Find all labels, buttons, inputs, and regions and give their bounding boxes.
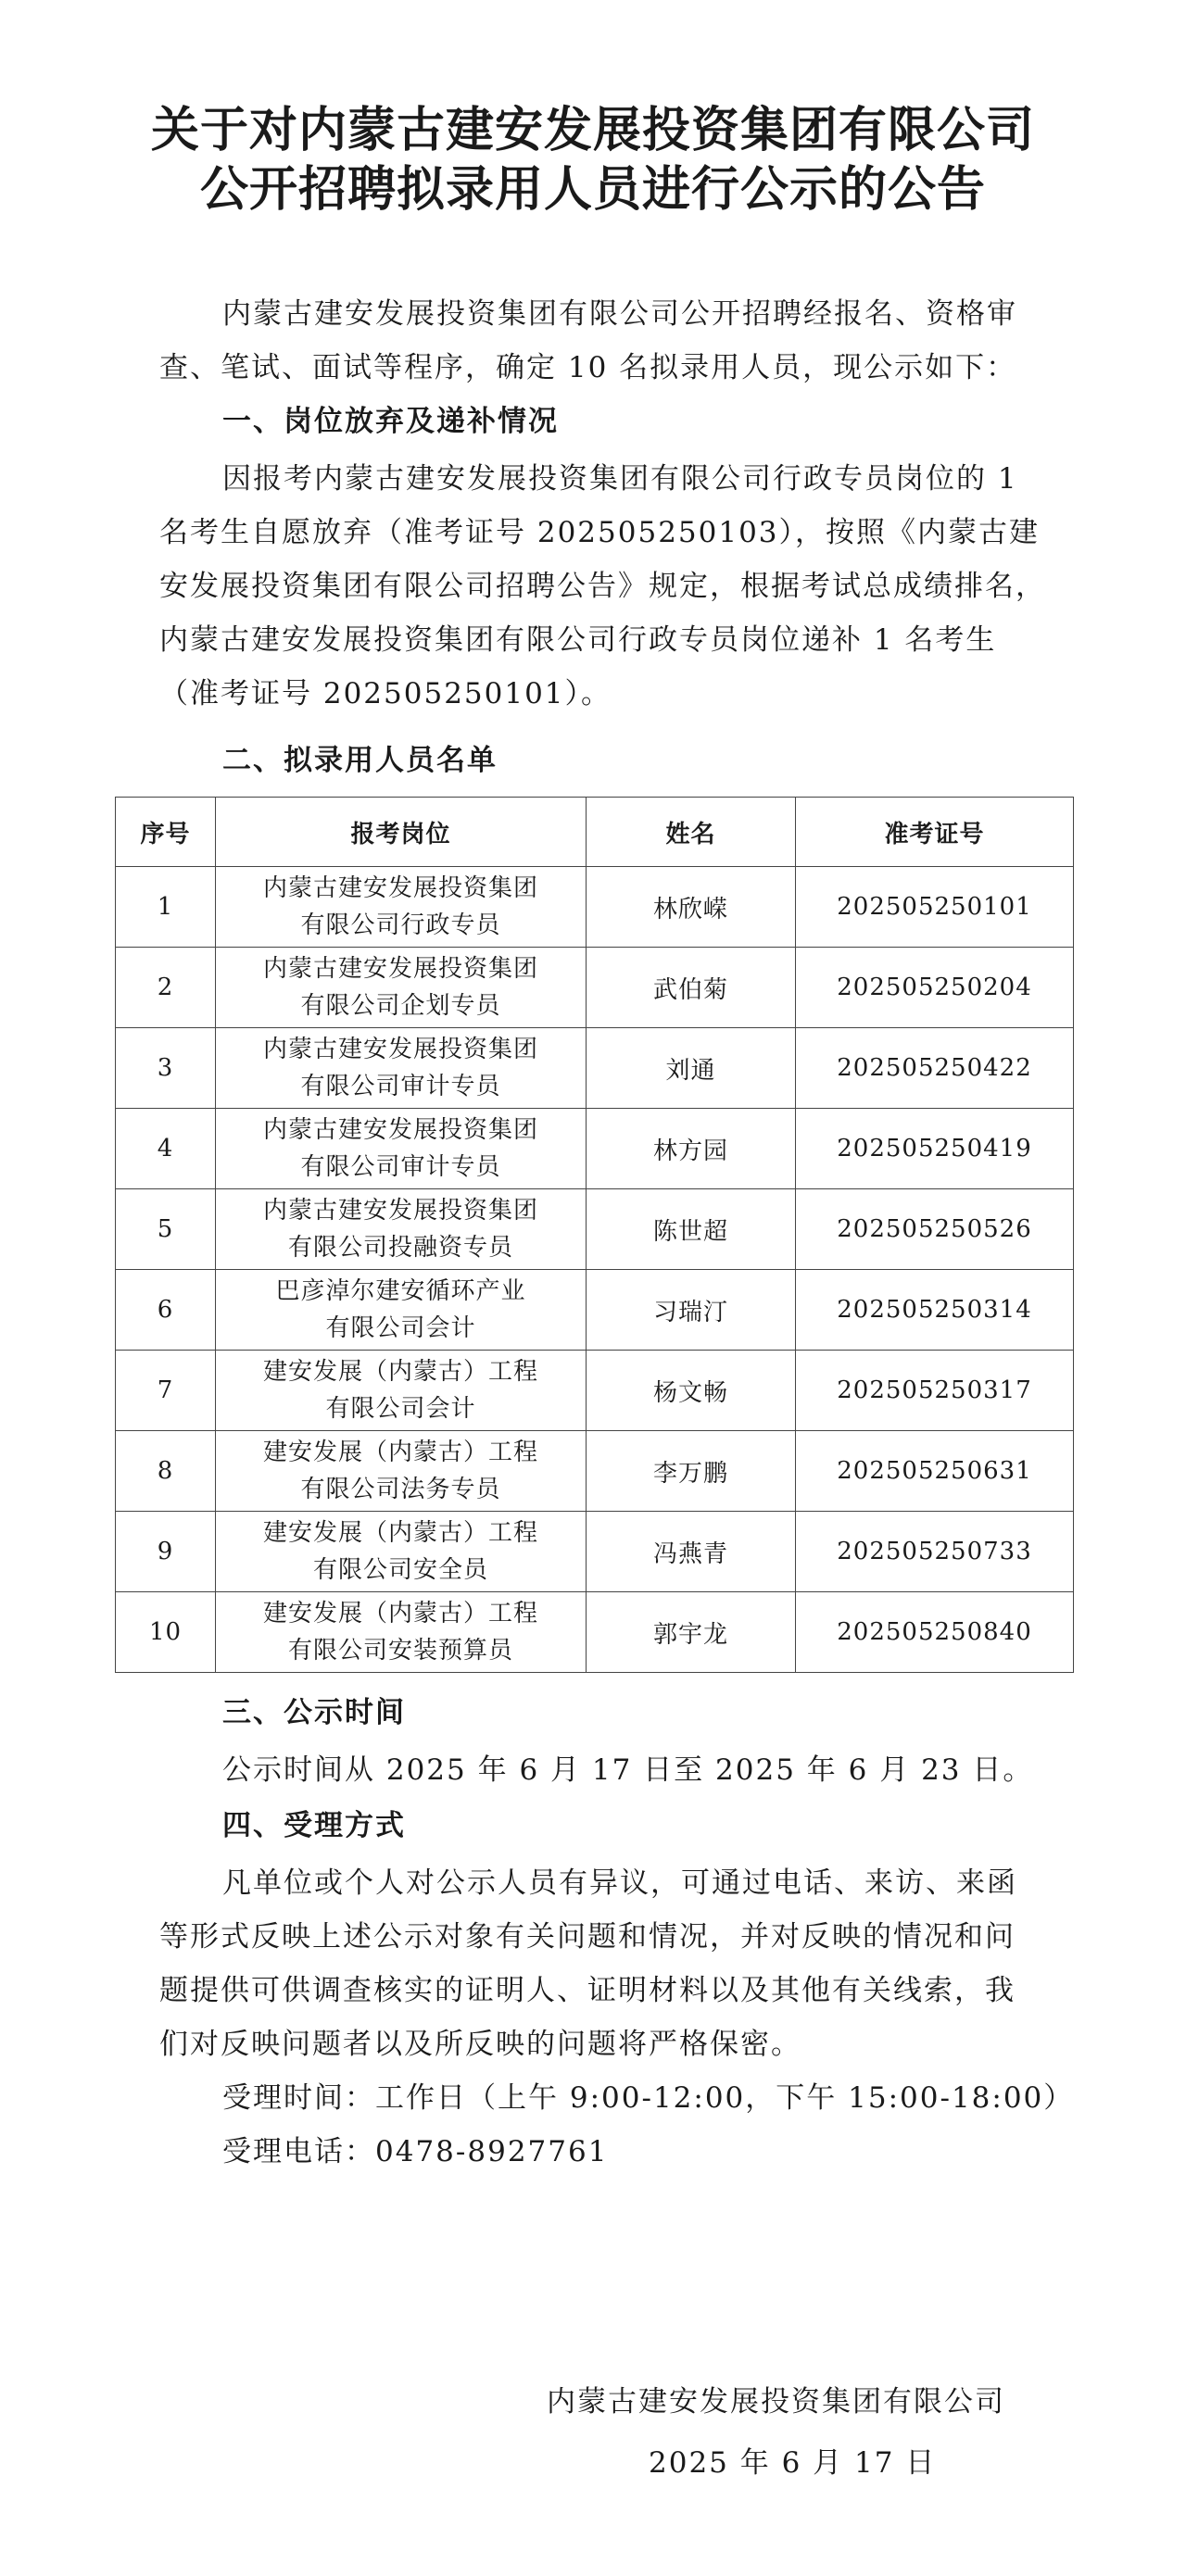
cell-name: 陈世超: [587, 1189, 796, 1270]
cell-position-line-1: 内蒙古建安发展投资集团: [262, 1197, 538, 1225]
title-line-1: 关于对内蒙古建安发展投资集团有限公司: [150, 102, 1035, 158]
cell-no: 6: [116, 1270, 216, 1351]
cell-no: 5: [116, 1189, 216, 1270]
cell-no: 10: [116, 1592, 216, 1673]
section4-phone: 受理电话：0478-8927761: [222, 2135, 609, 2168]
section4-line-1: 凡单位或个人对公示人员有异议，可通过电话、来访、来函: [222, 1866, 1017, 1900]
cell-position-line-2: 有限公司审计专员: [300, 1073, 501, 1100]
cell-name: 冯燕青: [587, 1512, 796, 1592]
cell-position-line-2: 有限公司法务专员: [300, 1476, 501, 1503]
signature-org: 内蒙古建安发展投资集团有限公司: [547, 2385, 1005, 2419]
cell-position-line-1: 巴彦淖尔建安循环产业: [275, 1277, 526, 1305]
cell-position-line-1: 内蒙古建安发展投资集团: [262, 1036, 538, 1063]
table-header-row: [116, 798, 1074, 867]
table-row: [116, 948, 1074, 1028]
section4-hours: 受理时间：工作日（上午 9:00-12:00，下午 15:00-18:00）: [222, 2081, 1075, 2115]
cell-position: [216, 1351, 587, 1431]
intro-paragraph: [159, 287, 1030, 395]
cell-exam-id: 202505250422: [796, 1028, 1074, 1109]
table-row: [116, 1512, 1074, 1592]
header-name: 姓名: [587, 798, 796, 867]
cell-position-line-2: 有限公司会计: [325, 1314, 476, 1342]
cell-exam-id: 202505250631: [796, 1431, 1074, 1512]
cell-exam-id: 202505250204: [796, 948, 1074, 1028]
cell-name: 郭宇龙: [587, 1592, 796, 1673]
section3-heading: 三、公示时间: [222, 1696, 406, 1729]
section1-line-3: 安发展投资集团有限公司招聘公告》规定，根据考试总成绩排名，: [159, 570, 1046, 603]
intro-line-2: 查、笔试、面试等程序，确定 10 名拟录用人员，现公示如下：: [159, 351, 1017, 384]
cell-position-line-1: 建安发展（内蒙古）工程: [262, 1358, 538, 1386]
cell-no: 3: [116, 1028, 216, 1109]
section4-heading: 四、受理方式: [222, 1809, 406, 1842]
cell-no: 8: [116, 1431, 216, 1512]
cell-position-line-2: 有限公司行政专员: [300, 911, 501, 939]
cell-position: [216, 867, 587, 948]
intro-line-1: 内蒙古建安发展投资集团有限公司公开招聘经报名、资格审: [222, 297, 1017, 331]
cell-position: [216, 948, 587, 1028]
cell-position: [216, 1109, 587, 1189]
table-row: [116, 1592, 1074, 1673]
cell-position-line-2: 有限公司安装预算员: [287, 1637, 513, 1665]
candidate-table: [115, 797, 1074, 1673]
cell-no: 7: [116, 1351, 216, 1431]
signature-date: 2025 年 6 月 17 日: [649, 2446, 937, 2480]
cell-position-line-1: 内蒙古建安发展投资集团: [262, 874, 538, 902]
header-position: 报考岗位: [216, 798, 587, 867]
section2-heading: 二、拟录用人员名单: [222, 744, 498, 777]
cell-position-line-2: 有限公司投融资专员: [287, 1234, 513, 1262]
cell-no: 2: [116, 948, 216, 1028]
cell-position-line-2: 有限公司安全员: [312, 1556, 488, 1584]
cell-exam-id: 202505250314: [796, 1270, 1074, 1351]
cell-position-line-2: 有限公司审计专员: [300, 1153, 501, 1181]
section1-line-2: 名考生自愿放弃（准考证号 202505250103），按照《内蒙古建: [159, 516, 1041, 549]
table-row: [116, 1028, 1074, 1109]
section4-line-4: 们对反映问题者以及所反映的问题将严格保密。: [159, 2028, 801, 2061]
table-row: [116, 1270, 1074, 1351]
cell-no: 4: [116, 1109, 216, 1189]
cell-exam-id: 202505250101: [796, 867, 1074, 948]
section1-line-1: 因报考内蒙古建安发展投资集团有限公司行政专员岗位的 1: [222, 462, 1018, 496]
table-row: [116, 1109, 1074, 1189]
cell-name: 刘通: [587, 1028, 796, 1109]
section3-text: 公示时间从 2025 年 6 月 17 日至 2025 年 6 月 23 日。: [222, 1753, 1034, 1787]
cell-exam-id: 202505250733: [796, 1512, 1074, 1592]
cell-exam-id: 202505250526: [796, 1189, 1074, 1270]
cell-position: [216, 1592, 587, 1673]
cell-exam-id: 202505250840: [796, 1592, 1074, 1673]
cell-name: 杨文畅: [587, 1351, 796, 1431]
cell-position: [216, 1512, 587, 1592]
cell-name: 林欣嵘: [587, 867, 796, 948]
cell-no: 9: [116, 1512, 216, 1592]
cell-no: 1: [116, 867, 216, 948]
section4-line-2: 等形式反映上述公示对象有关问题和情况，并对反映的情况和问: [159, 1920, 1016, 1954]
cell-position-line-1: 内蒙古建安发展投资集团: [262, 955, 538, 983]
section3-paragraph: [159, 1743, 1034, 1797]
table-row: [116, 867, 1074, 948]
cell-exam-id: 202505250419: [796, 1109, 1074, 1189]
cell-position-line-1: 建安发展（内蒙古）工程: [262, 1600, 538, 1627]
section1-paragraph: [159, 452, 1046, 721]
candidate-table-wrapper: [115, 797, 1073, 1673]
cell-name: 林方园: [587, 1109, 796, 1189]
cell-position: [216, 1189, 587, 1270]
cell-position: [216, 1431, 587, 1512]
section4-line-3: 题提供可供调查核实的证明人、证明材料以及其他有关线索，我: [159, 1974, 1016, 2007]
cell-position-line-2: 有限公司会计: [325, 1395, 476, 1423]
cell-exam-id: 202505250317: [796, 1351, 1074, 1431]
section1-heading: 一、岗位放弃及递补情况: [222, 405, 559, 438]
cell-name: 习瑞汀: [587, 1270, 796, 1351]
cell-position-line-1: 建安发展（内蒙古）工程: [262, 1439, 538, 1466]
section4-paragraph: [159, 1856, 1075, 2179]
header-exam-id: 准考证号: [796, 798, 1074, 867]
cell-position-line-2: 有限公司企划专员: [300, 992, 501, 1020]
cell-name: 李万鹏: [587, 1431, 796, 1512]
table-row: [116, 1189, 1074, 1270]
cell-position-line-1: 内蒙古建安发展投资集团: [262, 1116, 538, 1144]
cell-position-line-1: 建安发展（内蒙古）工程: [262, 1519, 538, 1547]
table-row: [116, 1431, 1074, 1512]
header-no: 序号: [116, 798, 216, 867]
cell-name: 武伯菊: [587, 948, 796, 1028]
section1-line-5: （准考证号 202505250101）。: [159, 677, 612, 710]
cell-position: [216, 1270, 587, 1351]
title-line-2: 公开招聘拟录用人员进行公示的公告: [199, 161, 986, 218]
section1-line-4: 内蒙古建安发展投资集团有限公司行政专员岗位递补 1 名考生: [159, 623, 997, 657]
table-row: [116, 1351, 1074, 1431]
cell-position: [216, 1028, 587, 1109]
